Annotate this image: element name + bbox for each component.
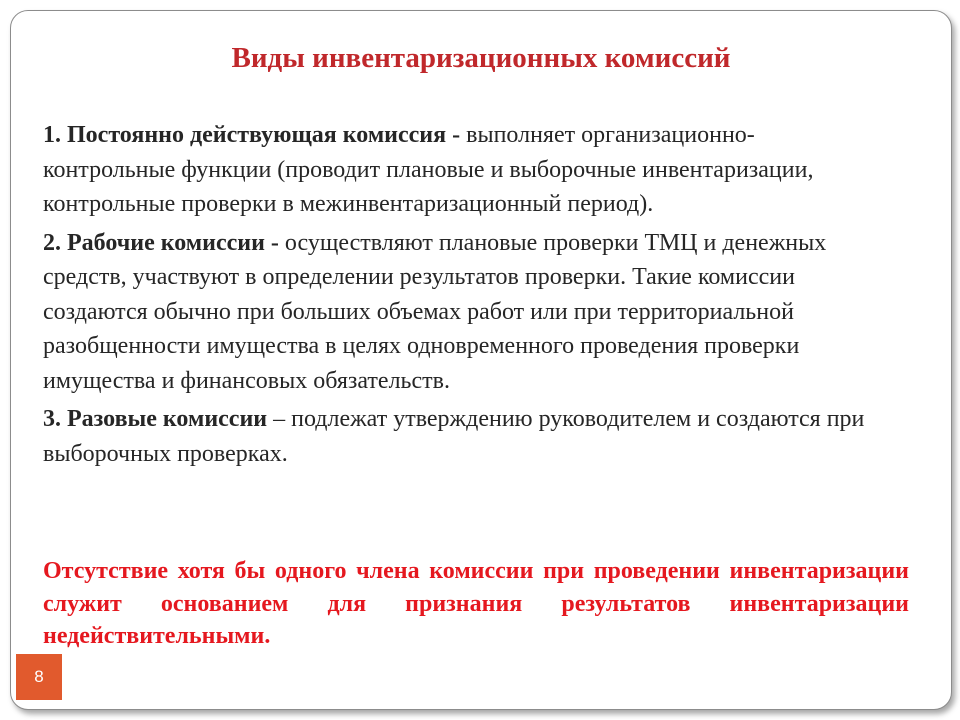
commission-description: выполняет организационно-контрольные функции (проводит плановые и выборочные инвентаризации, контрольные проверки в межинвентаризационный период).: [43, 122, 814, 217]
commission-description: – подлежат утверждению руководителем и создаются при выборочных проверках.: [43, 406, 865, 467]
commission-description: осуществляют плановые проверки ТМЦ и денежных средств, участвуют в определении результатов проверки. Такие комиссии создаются обычно при больших объемах работ или при территориальной разобщенности имущества в целях одновременного проведения проверки имущества и финансовых обязательств.: [43, 229, 827, 394]
commission-term: 3. Разовые комиссии: [43, 406, 268, 432]
commission-term: 1. Постоянно действующая комиссия -: [43, 122, 461, 148]
commission-item-permanent: [43, 118, 883, 222]
page-number-badge: 8: [16, 654, 62, 700]
commission-item-one-time: [43, 402, 883, 471]
invalidity-notice: Отсутствие хотя бы одного члена комиссии при проведении инвентаризации служит основанием для признания результатов инвентаризации недействительными.: [43, 558, 909, 649]
commission-list: [43, 118, 883, 475]
commission-item-working: [43, 226, 883, 399]
commission-term: 2. Рабочие комиссии -: [43, 229, 279, 256]
slide-title: Виды инвентаризационных комиссий: [231, 42, 731, 74]
